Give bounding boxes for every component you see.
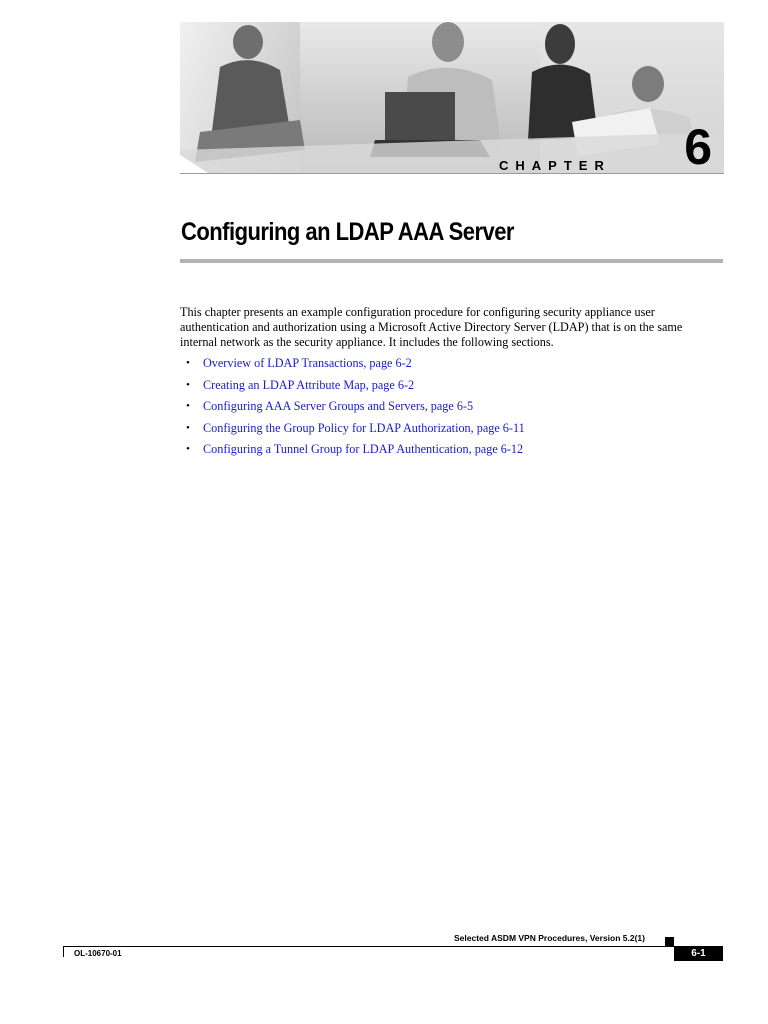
section-link-attribute-map[interactable]: Creating an LDAP Attribute Map, page 6-2 [203, 377, 415, 392]
section-link-group-policy[interactable]: Configuring the Group Policy for LDAP Authorization, page 6-11 [203, 420, 525, 435]
intro-line: authentication and authorization using a Microsoft Active Directory Server (LDAP) that is on the same [180, 320, 683, 334]
bullet-icon: • [186, 357, 190, 369]
footer-doc-number: OL-10670-01 [74, 949, 122, 958]
section-link-tunnel-group[interactable]: Configuring a Tunnel Group for LDAP Authentication, page 6-12 [203, 442, 524, 456]
people-at-laptop-photo-icon [180, 22, 724, 173]
footer-divider [63, 946, 723, 947]
chapter-banner [180, 22, 724, 174]
intro-paragraph [180, 305, 725, 350]
intro-line: This chapter presents an example configuration procedure for configuring security appliance user [180, 305, 655, 319]
bullet-icon: • [186, 443, 190, 455]
section-link-ldap-transactions[interactable]: Overview of LDAP Transactions, page 6-2 [203, 356, 412, 370]
chapter-label: CHAPTER [499, 158, 611, 173]
footer-page-number: 6-1 [674, 946, 723, 961]
bullet-icon: • [186, 421, 190, 434]
bullet-icon: • [186, 400, 190, 412]
page-title: Configuring an LDAP AAA Server [181, 218, 514, 246]
bullet-icon: • [186, 378, 190, 391]
section-link-aaa-server-groups[interactable]: Configuring AAA Server Groups and Servers, page 6-5 [203, 399, 474, 413]
footer-book-title: Selected ASDM VPN Procedures, Version 5.2(1) [453, 933, 645, 943]
chapter-number: 6 [684, 119, 712, 174]
footer-marker [665, 937, 674, 946]
footer-tick [63, 946, 64, 957]
intro-line: internal network as the security appliance. It includes the following sections. [180, 335, 554, 349]
title-divider [180, 259, 723, 263]
